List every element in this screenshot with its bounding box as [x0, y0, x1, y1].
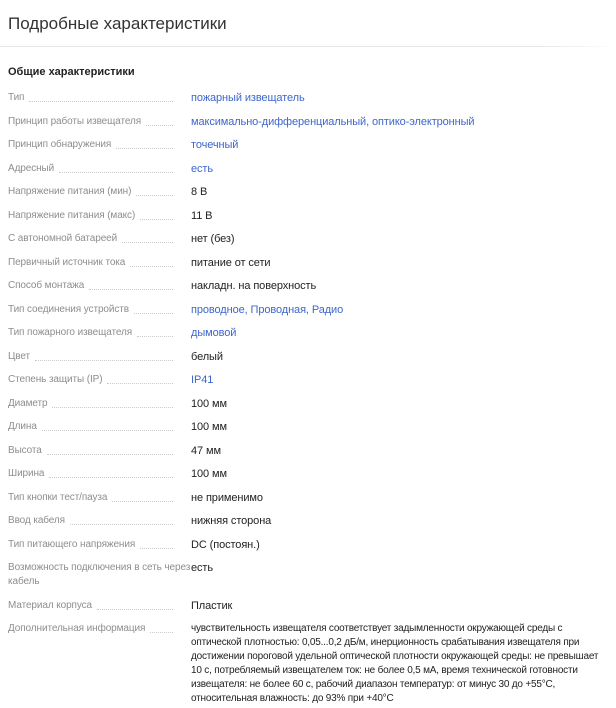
dotted-leader: [136, 195, 173, 196]
spec-row: [8, 373, 616, 387]
spec-label: Диаметр: [8, 397, 48, 409]
spec-value-link[interactable]: проводное, Проводная, Радио: [191, 303, 344, 316]
dotted-leader: [107, 383, 173, 384]
specs-page: [0, 13, 616, 706]
spec-value-link[interactable]: есть: [191, 162, 213, 175]
dotted-leader: [89, 289, 173, 290]
spec-value: нижняя сторона: [191, 515, 272, 527]
spec-label: Ввод кабеля: [8, 515, 65, 526]
page-title: Подробные характеристики: [8, 14, 227, 33]
spec-row-left: [8, 622, 191, 636]
spec-row: [8, 467, 616, 481]
spec-value-link[interactable]: пожарный извещатель: [191, 92, 305, 104]
spec-row-left: [8, 91, 191, 105]
spec-label: Первичный источник тока: [8, 256, 126, 268]
dotted-leader: [35, 360, 173, 361]
spec-row: [8, 599, 616, 613]
spec-label: Дополнительная информация: [8, 623, 146, 634]
spec-row: [8, 622, 616, 706]
spec-row-left: [8, 420, 191, 434]
spec-row-left: [8, 232, 191, 246]
spec-row-left: [8, 303, 191, 317]
spec-value: 8 В: [191, 186, 208, 198]
spec-value: 100 мм: [191, 421, 227, 433]
divider: [0, 46, 616, 47]
spec-label: Тип питающего напряжения: [8, 538, 136, 550]
spec-row: [8, 279, 616, 293]
spec-label: Длина: [8, 421, 37, 432]
spec-value: чувствительность извещателя соответствует задымленности окружающей среды с оптической плотностью: 0,05...0,2 дБ/м, инерционность срабатывания извещателя при достижении пороговой удельной оптической плотности окружающей среды: не превышает 10 с, потребляемый извещателем ток: не более 0,5 мА, время технической готовности извещателя: не более 60 с, рабочий диапазон температур: от минус 30 до +55°С, относительная влажность: до 93% при +40°С: [191, 623, 599, 704]
spec-label: Тип кнопки тест/пауза: [8, 491, 108, 503]
spec-row: [8, 420, 616, 434]
spec-row-left: [8, 326, 191, 340]
spec-row-left: [8, 467, 191, 481]
dotted-leader: [146, 125, 173, 126]
spec-row: [8, 561, 616, 589]
spec-row-left: [8, 209, 191, 223]
spec-row-left: [8, 397, 191, 411]
dotted-leader: [70, 524, 173, 525]
dotted-leader: [42, 430, 173, 431]
spec-label: Тип пожарного извещателя: [8, 327, 133, 338]
spec-label: С автономной батареей: [8, 233, 118, 244]
dotted-leader: [140, 548, 173, 549]
spec-label: Тип соединения устройств: [8, 303, 129, 315]
spec-label: Материал корпуса: [8, 599, 93, 611]
spec-row-left: [8, 491, 191, 505]
spec-row: [8, 232, 616, 246]
spec-row: [8, 303, 616, 317]
spec-list: [0, 91, 616, 706]
spec-row-left: [8, 444, 191, 458]
spec-value: 47 мм: [191, 444, 221, 457]
dotted-leader: [97, 609, 173, 610]
spec-value: накладн. на поверхность: [191, 280, 317, 292]
dotted-leader: [150, 632, 173, 633]
spec-row: [8, 185, 616, 199]
section-title: Общие характеристики: [8, 66, 135, 78]
spec-row: [8, 397, 616, 411]
spec-row-left: [8, 162, 191, 176]
dotted-leader: [52, 407, 173, 408]
spec-value: DC (постоян.): [191, 538, 260, 551]
spec-row-left: [8, 561, 191, 589]
spec-row-left: [8, 256, 191, 270]
spec-row-left: [8, 279, 191, 293]
spec-row-left: [8, 138, 191, 152]
spec-label: Высота: [8, 444, 42, 456]
spec-value: нет (без): [191, 233, 235, 245]
dotted-leader: [130, 266, 173, 267]
spec-row-left: [8, 185, 191, 199]
spec-row: [8, 538, 616, 552]
spec-row: [8, 256, 616, 270]
dotted-leader: [59, 172, 173, 173]
spec-row-left: [8, 115, 191, 129]
spec-value: 100 мм: [191, 468, 227, 480]
dotted-leader: [49, 477, 173, 478]
spec-value-link[interactable]: IP41: [191, 374, 214, 386]
spec-row-left: [8, 514, 191, 528]
spec-row-left: [8, 538, 191, 552]
dotted-leader: [29, 101, 173, 102]
spec-label: Напряжение питания (макс): [8, 209, 136, 221]
spec-value-link[interactable]: дымовой: [191, 327, 237, 339]
spec-value-link[interactable]: максимально-дифференциальный, оптико-электронный: [191, 115, 475, 128]
spec-label: Напряжение питания (мин): [8, 186, 132, 197]
spec-row: [8, 91, 616, 105]
dotted-leader: [140, 219, 173, 220]
spec-row: [8, 514, 616, 528]
spec-value: 100 мм: [191, 397, 227, 410]
spec-value: Пластик: [191, 599, 233, 612]
spec-label: Тип: [8, 92, 25, 103]
dotted-leader: [137, 336, 173, 337]
spec-row-left: [8, 350, 191, 364]
spec-row-left: [8, 599, 191, 613]
spec-label: Принцип работы извещателя: [8, 115, 142, 127]
spec-label: Степень защиты (IP): [8, 374, 103, 385]
spec-label: Цвет: [8, 350, 31, 362]
dotted-leader: [112, 501, 173, 502]
spec-row: [8, 350, 616, 364]
spec-value: питание от сети: [191, 256, 271, 269]
spec-row: [8, 138, 616, 152]
spec-value: 11 В: [191, 209, 213, 222]
spec-value: есть: [191, 562, 213, 574]
spec-value: не применимо: [191, 491, 263, 504]
dotted-leader: [47, 454, 173, 455]
spec-row-left: [8, 373, 191, 387]
spec-label: Ширина: [8, 468, 45, 479]
spec-row: [8, 326, 616, 340]
spec-row: [8, 162, 616, 176]
spec-value: белый: [191, 350, 223, 363]
dotted-leader: [122, 242, 173, 243]
spec-row: [8, 209, 616, 223]
spec-label: Способ монтажа: [8, 280, 85, 291]
spec-row: [8, 491, 616, 505]
spec-row: [8, 444, 616, 458]
spec-value-link[interactable]: точечный: [191, 139, 239, 151]
dotted-leader: [116, 148, 173, 149]
spec-label: Принцип обнаружения: [8, 139, 112, 150]
dotted-leader: [134, 313, 173, 314]
spec-label: Адресный: [8, 162, 55, 174]
spec-row: [8, 115, 616, 129]
spec-label: Возможность подключения в сеть через кабель: [8, 562, 191, 587]
